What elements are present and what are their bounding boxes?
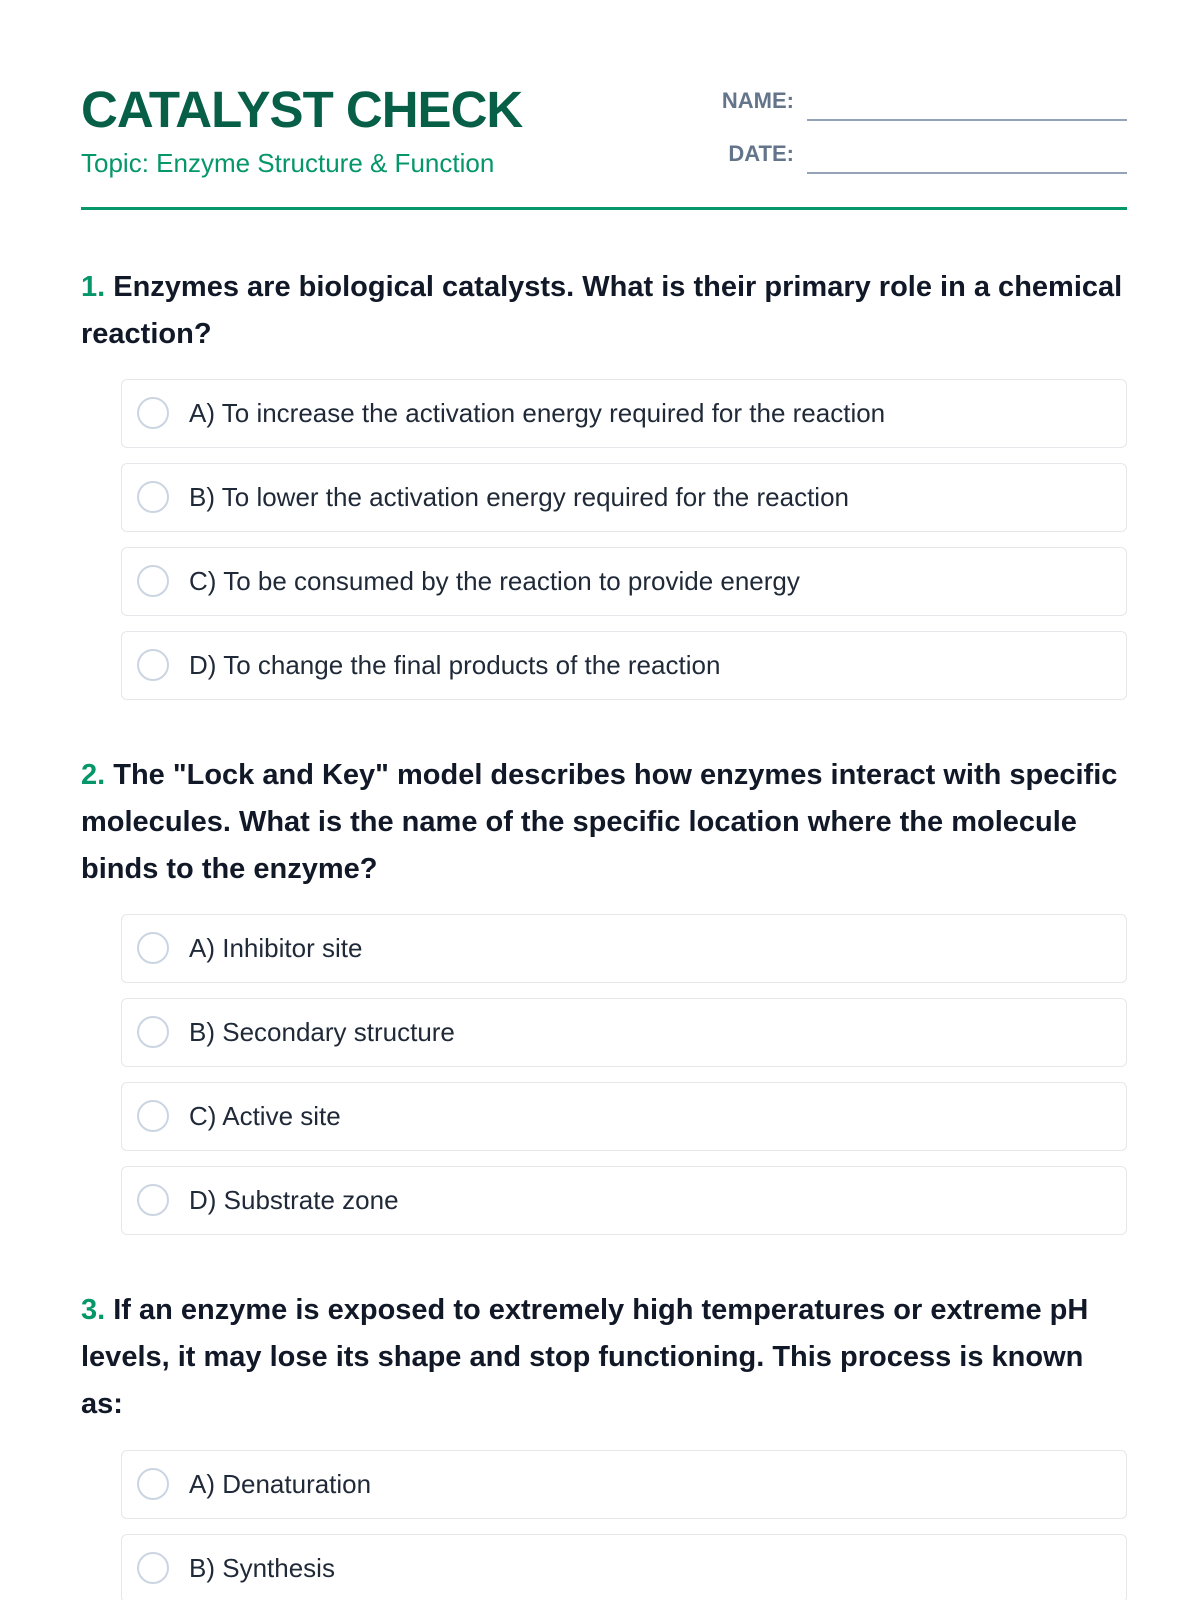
q3-option-a[interactable] [121,1450,1127,1519]
radio-button[interactable] [137,649,169,681]
radio-button[interactable] [137,565,169,597]
q2-option-b-label: B) Secondary structure [189,1017,455,1047]
name-field[interactable] [701,83,1127,123]
radio-button[interactable] [137,481,169,513]
q3-option-b-label: B) Synthesis [189,1553,335,1583]
question-3 [81,1287,1127,1428]
q2-option-d-label: D) Substrate zone [189,1185,399,1215]
q1-option-d[interactable] [121,631,1127,700]
q1-option-c-label: C) To be consumed by the reaction to provide energy [189,566,800,596]
question-1 [81,264,1127,358]
q1-option-d-label: D) To change the final products of the reaction [189,650,721,680]
name-label: NAME: [721,88,794,113]
question-3-prompt: If an enzyme is exposed to extremely high temperatures or extreme pH levels, it may lose its shape and stop functioning. This process is known as: [81,1294,1089,1420]
question-2-number: 2. [81,759,106,791]
q1-option-a[interactable] [121,379,1127,448]
q2-option-b[interactable] [121,998,1127,1067]
date-line[interactable] [807,172,1127,174]
worksheet-title: CATALYST CHECK [81,81,523,138]
q1-option-b-label: B) To lower the activation energy required for the reaction [189,482,849,512]
q2-option-a-label: A) Inhibitor site [189,933,363,963]
radio-button[interactable] [137,1100,169,1132]
question-2-prompt: The "Lock and Key" model describes how enzymes interact with specific molecules. What is the name of the specific location where the molecule binds to the enzyme? [81,759,1118,885]
question-3-number: 3. [81,1294,106,1326]
q1-option-c[interactable] [121,547,1127,616]
radio-button[interactable] [137,932,169,964]
radio-button[interactable] [137,397,169,429]
worksheet-topic: Topic: Enzyme Structure & Function [81,148,495,178]
radio-button[interactable] [137,1184,169,1216]
question-1-number: 1. [81,271,106,303]
q2-option-c-label: C) Active site [189,1101,341,1131]
header-divider [81,207,1127,210]
q1-option-a-label: A) To increase the activation energy required for the reaction [189,398,886,428]
radio-button[interactable] [137,1016,169,1048]
date-field[interactable] [701,136,1127,176]
question-2-text [81,752,1127,893]
question-3-text [81,1287,1127,1428]
q1-option-b[interactable] [121,463,1127,532]
name-line[interactable] [807,119,1127,121]
q2-option-d[interactable] [121,1166,1127,1235]
date-label: DATE: [728,141,794,166]
question-1-text [81,264,1127,358]
radio-button[interactable] [137,1468,169,1500]
question-2 [81,752,1127,893]
radio-button[interactable] [137,1552,169,1584]
worksheet-page [81,0,1127,1600]
q2-option-a[interactable] [121,914,1127,983]
q2-option-c[interactable] [121,1082,1127,1151]
q3-option-a-label: A) Denaturation [189,1469,372,1499]
question-1-prompt: Enzymes are biological catalysts. What is their primary role in a chemical reaction? [81,271,1123,350]
worksheet-header [81,78,1127,210]
q3-option-b[interactable] [121,1534,1127,1600]
